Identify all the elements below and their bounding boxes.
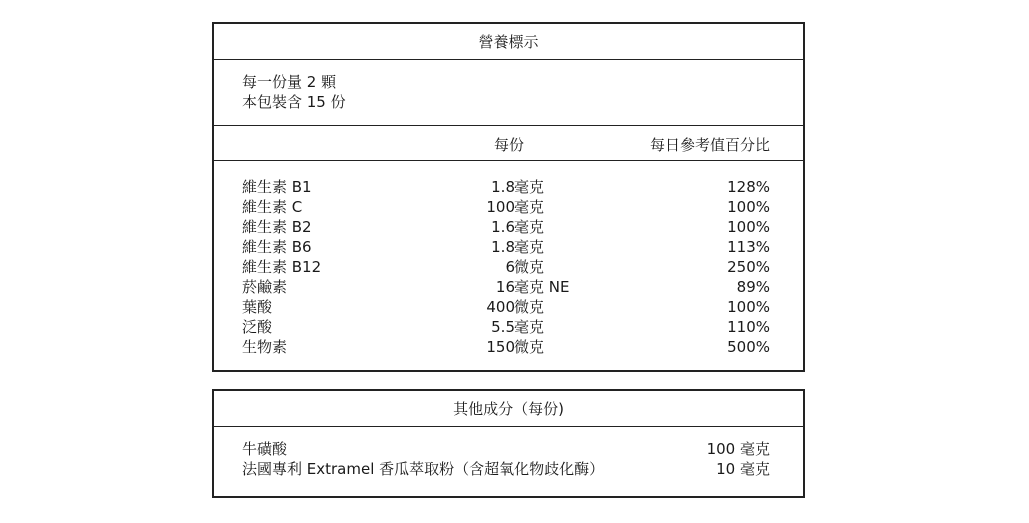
nutrient-amount: 1.8 (491, 178, 515, 196)
nutrient-unit: 毫克 (514, 218, 545, 236)
nutrient-name: 維生素 B12 (242, 258, 322, 276)
nutrient-dv: 113% (727, 238, 770, 256)
nutrient-name: 菸鹼素 (242, 278, 288, 296)
nutrient-amount: 400 (486, 298, 515, 316)
column-headers (214, 126, 803, 161)
col-per-serving: 每份 (494, 136, 525, 154)
nutrient-row (214, 317, 803, 337)
nutrient-unit: 毫克 (514, 238, 545, 256)
servings-per-pack: 本包裝含 15 份 (242, 93, 346, 111)
nutrient-row (214, 297, 803, 317)
nutrient-name: 泛酸 (242, 318, 273, 336)
nutrient-amount: 1.8 (491, 238, 515, 256)
nutrient-dv: 89% (736, 278, 770, 296)
nutrient-dv: 100% (727, 298, 770, 316)
nutrient-unit: 微克 (514, 298, 545, 316)
nutrient-name: 維生素 B1 (242, 178, 312, 196)
other-ingredients-panel (212, 389, 805, 498)
nutrient-row (214, 337, 803, 357)
nutrient-amount: 150 (486, 338, 515, 356)
nutrient-dv: 110% (727, 318, 770, 336)
ingredient-amount: 100 毫克 (706, 440, 770, 458)
nutrient-unit: 微克 (514, 338, 545, 356)
nutrient-row (214, 237, 803, 257)
ingredient-row (214, 459, 803, 479)
nutrient-row (214, 197, 803, 217)
serving-size: 每一份量 2 顆 (242, 73, 337, 91)
nutrient-rows (214, 161, 803, 357)
nutrient-unit: 毫克 NE (514, 278, 570, 296)
col-daily-value: 每日參考值百分比 (649, 136, 770, 154)
nutrient-row (214, 217, 803, 237)
nutrient-name: 生物素 (242, 338, 288, 356)
nutrition-facts-panel (212, 22, 805, 372)
nutrient-amount: 5.5 (491, 318, 515, 336)
ingredient-row (214, 439, 803, 459)
nutrient-dv: 100% (727, 218, 770, 236)
other-title: 其他成分（每份) (214, 391, 803, 427)
nutrient-name: 維生素 C (242, 198, 303, 216)
nutrient-dv: 250% (727, 258, 770, 276)
nutrient-dv: 128% (727, 178, 770, 196)
nutrient-row (214, 257, 803, 277)
nutrient-amount: 100 (486, 198, 515, 216)
nutrient-row (214, 277, 803, 297)
nutrient-unit: 毫克 (514, 198, 545, 216)
nutrition-title: 營養標示 (214, 24, 803, 60)
nutrient-amount: 16 (495, 278, 515, 296)
nutrient-name: 葉酸 (242, 298, 273, 316)
nutrient-dv: 500% (727, 338, 770, 356)
ingredient-name: 牛磺酸 (242, 440, 288, 458)
nutrient-name: 維生素 B2 (242, 218, 312, 236)
nutrient-unit: 毫克 (514, 178, 545, 196)
nutrient-row (214, 177, 803, 197)
serving-info (214, 60, 803, 126)
nutrient-dv: 100% (727, 198, 770, 216)
nutrient-amount: 1.6 (491, 218, 515, 236)
other-rows (214, 427, 803, 479)
nutrient-name: 維生素 B6 (242, 238, 312, 256)
ingredient-amount: 10 毫克 (716, 460, 770, 478)
nutrient-unit: 微克 (514, 258, 545, 276)
nutrient-unit: 毫克 (514, 318, 545, 336)
nutrient-amount: 6 (505, 258, 515, 276)
ingredient-name: 法國專利 Extramel 香瓜萃取粉（含超氧化物歧化酶） (242, 460, 605, 478)
